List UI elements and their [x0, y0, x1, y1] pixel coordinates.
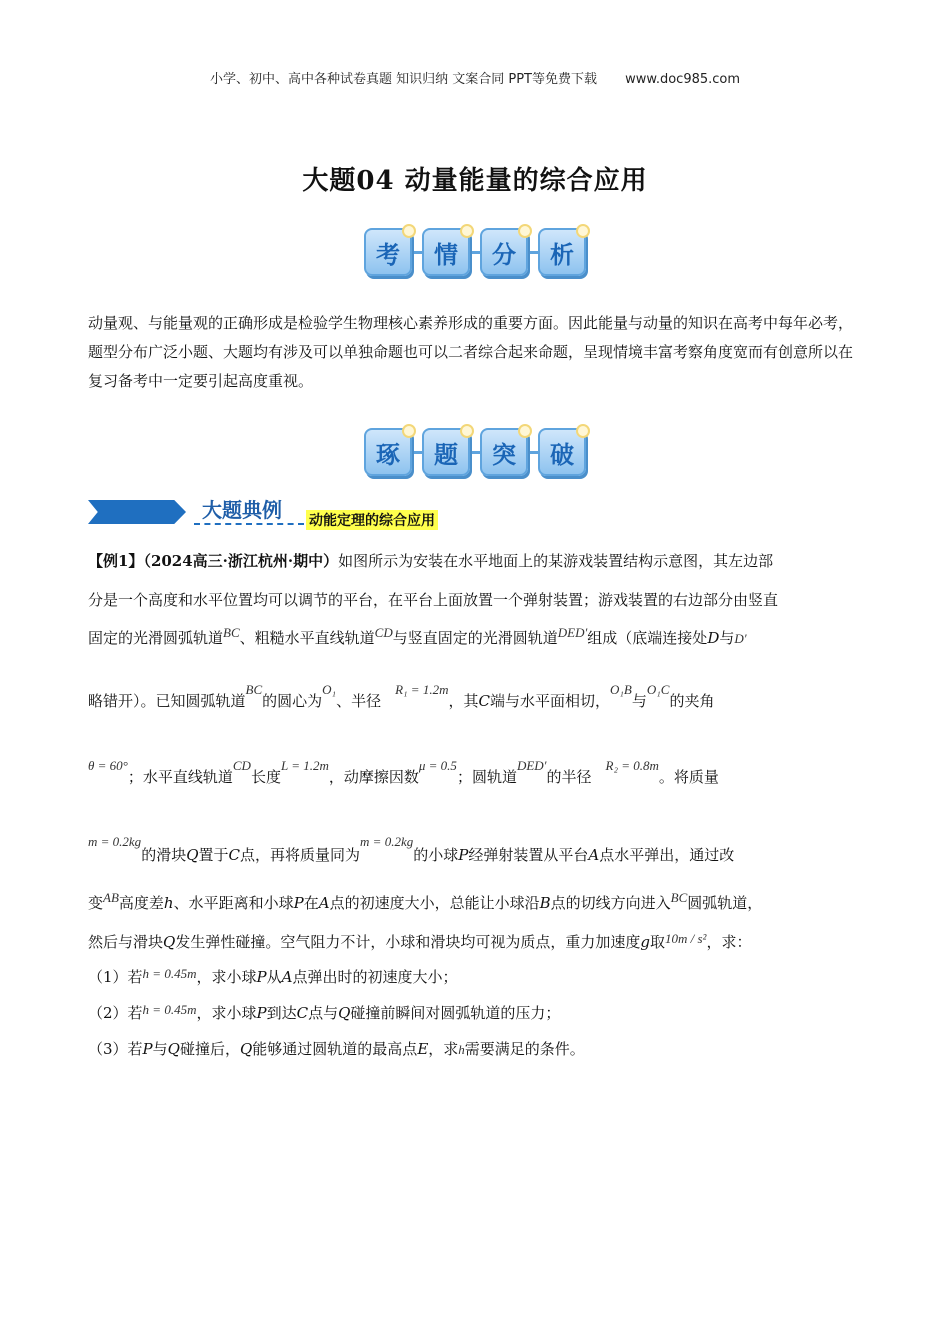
problem-text: 发生弹性碰撞。空气阻力不计，小球和滑块均可视为质点，重力加速度: [175, 933, 641, 951]
page-header: [0, 68, 950, 87]
var-g: g: [640, 933, 650, 951]
problem-text: ，动摩擦因数: [328, 768, 419, 786]
problem-text: 端与水平面相切，: [489, 692, 610, 710]
badge-ti: 题: [422, 428, 470, 476]
problem-text: ，求: [428, 1040, 459, 1058]
problem-text: 点与: [308, 1004, 339, 1022]
var-Q: Q: [167, 1040, 180, 1058]
problem-text: 固定的光滑圆弧轨道: [88, 629, 224, 647]
badge-connector: [528, 451, 538, 454]
badge-row-analysis: [0, 228, 950, 276]
problem-text: （3）若: [88, 1040, 143, 1058]
problem-text: ，求小球: [196, 968, 257, 986]
problem-text: 的夹角: [669, 692, 715, 710]
math-h-value: h = 0.45m: [142, 966, 197, 981]
problem-text: 、水平距离和小球: [173, 894, 294, 912]
problem-text: 分是一个高度和水平位置均可以调节的平台，在平台上面放置一个弹射装置；游戏装置的右边部分由竖直: [88, 591, 779, 609]
question-2: [88, 1002, 560, 1023]
math-Dprime: D′: [734, 631, 747, 646]
badge-connector: [470, 251, 480, 254]
var-A: A: [318, 894, 330, 912]
var-A: A: [588, 846, 600, 864]
problem-text: 置于: [198, 846, 229, 864]
badge-row-breakthrough: [0, 428, 950, 476]
problem-source: （2024高三·浙江杭州·期中）: [143, 552, 339, 570]
problem-text: 经弹射装置从平台: [468, 846, 589, 864]
badge-tu: 突: [480, 428, 528, 476]
problem-text: 与: [719, 629, 735, 647]
problem-text: 组成（底端连接处: [587, 629, 708, 647]
problem-text: 点弹出时的初速度大小；: [292, 968, 458, 986]
math-DED: DED′: [516, 758, 547, 773]
problem-text: 在: [303, 894, 319, 912]
math-BC: BC: [245, 682, 263, 697]
math-AB: AB: [103, 890, 119, 905]
intro-paragraph: 动量观、与能量观的正确形成是检验学生物理核心素养形成的重要方面。因此能量与动量的知识在高考中每年必考，题型分布广泛小题、大题均有涉及可以单独命题也可以二者综合起来命题，呈现情境丰富考察角度宽而有创意所以在复习备考中一定要引起高度重视。: [88, 314, 854, 390]
math-h: h: [458, 1042, 465, 1057]
problem-text: 长度: [250, 768, 281, 786]
problem-line-6: [88, 834, 735, 865]
problem-line-4: [88, 682, 715, 711]
badge-connector: [528, 251, 538, 254]
math-BC: BC: [670, 890, 688, 905]
var-P: P: [256, 1004, 267, 1022]
var-Q: Q: [186, 846, 199, 864]
var-D: D: [707, 629, 720, 647]
badge-xi: 析: [538, 228, 586, 276]
badge-qing: 情: [422, 228, 470, 276]
problem-text: 与: [631, 692, 647, 710]
math-O1: O₁: [322, 682, 337, 697]
problem-text: 的小球: [413, 846, 459, 864]
section-header: [88, 494, 488, 530]
problem-line-5: [88, 758, 719, 787]
problem-text: ，求小球: [196, 1004, 257, 1022]
badge-zhuo: 琢: [364, 428, 412, 476]
problem-text: 如图所示为安装在水平地面上的某游戏装置结构示意图，其左边部: [338, 552, 774, 570]
problem-text: 碰撞前瞬间对圆弧轨道的压力；: [350, 1004, 561, 1022]
header-url[interactable]: www.doc985.com: [625, 72, 741, 87]
problem-text: 、半径: [336, 692, 382, 710]
problem-text: ，求：: [706, 933, 752, 951]
var-P: P: [458, 846, 469, 864]
problem-line-8: [88, 931, 751, 952]
var-Q: Q: [239, 1040, 253, 1058]
problem-text: 然后与滑块: [88, 933, 164, 951]
math-O1B: O₁B: [609, 682, 632, 697]
badge-kao: 考: [364, 228, 412, 276]
var-P: P: [142, 1040, 153, 1058]
problem-text: 。将质量: [658, 768, 719, 786]
problem-text: （2）若: [88, 1004, 143, 1022]
math-L: L = 1.2m: [280, 758, 329, 773]
section-title: 大题典例: [202, 498, 282, 522]
problem-text: 变: [88, 894, 104, 912]
badge-fen: 分: [480, 228, 528, 276]
math-h-value: h = 0.45m: [142, 1002, 197, 1017]
problem-text: 圆弧轨道，: [687, 894, 763, 912]
var-A: A: [281, 968, 293, 986]
math-mu: μ = 0.5: [418, 758, 457, 773]
var-h: h: [163, 894, 174, 912]
problem-text: ；水平直线轨道: [127, 768, 233, 786]
question-1: [88, 966, 457, 987]
var-E: E: [417, 1040, 429, 1058]
problem-text: 略错开）。已知圆弧轨道: [88, 692, 246, 710]
var-Q: Q: [163, 933, 176, 951]
badge-connector: [412, 451, 422, 454]
problem-line-2: [88, 589, 778, 610]
problem-text: 碰撞后，: [179, 1040, 240, 1058]
badge-connector: [470, 451, 480, 454]
problem-text: 、粗糙水平直线轨道: [239, 629, 375, 647]
math-mass: m = 0.2kg: [360, 834, 414, 849]
section-underline: [194, 523, 304, 525]
var-P: P: [256, 968, 267, 986]
problem-text: 高度差: [118, 894, 164, 912]
problem-text: 点水平弹出，通过改: [599, 846, 735, 864]
problem-text: 需要满足的条件。: [464, 1040, 585, 1058]
math-CD: CD: [232, 758, 251, 773]
var-C: C: [296, 1004, 309, 1022]
problem-text: 从: [266, 968, 282, 986]
var-C: C: [228, 846, 241, 864]
page-title: 大题04 动量能量的综合应用: [302, 166, 648, 196]
problem-text: 取: [649, 933, 665, 951]
problem-text: 能够通过圆轨道的最高点: [252, 1040, 418, 1058]
problem-line-3: [88, 627, 747, 648]
problem-text: 与竖直固定的光滑圆轨道: [392, 629, 558, 647]
problem-text: 的圆心为: [262, 692, 323, 710]
var-B: B: [539, 894, 551, 912]
problem-label: 【例1】: [88, 552, 144, 570]
math-R1: R₁ = 1.2m: [395, 682, 449, 697]
math-theta: θ = 60°: [88, 758, 128, 773]
problem-text: 点的初速度大小，总能让小球沿: [329, 894, 540, 912]
math-mass: m = 0.2kg: [88, 834, 142, 849]
problem-text: 与: [152, 1040, 168, 1058]
var-C: C: [478, 692, 490, 710]
problem-line-1: [88, 550, 773, 571]
problem-text: ，其: [448, 692, 479, 710]
var-Q: Q: [338, 1004, 351, 1022]
question-3: [88, 1038, 585, 1059]
badge-po: 破: [538, 428, 586, 476]
problem-text: 的半径: [546, 768, 592, 786]
header-text: 小学、初中、高中各种试卷真题 知识归纳 文案合同 PPT等免费下载: [209, 72, 597, 87]
math-DED: DED′: [557, 625, 588, 640]
problem-text: 点，再将质量同为: [240, 846, 361, 864]
math-CD: CD: [374, 625, 393, 640]
var-P: P: [293, 894, 304, 912]
problem-text: （1）若: [88, 968, 143, 986]
problem-text: 的滑块: [141, 846, 187, 864]
problem-text: ；圆轨道: [456, 768, 517, 786]
math-g-value: 10m / s²: [664, 931, 707, 946]
problem-text: 到达: [266, 1004, 297, 1022]
badge-connector: [412, 251, 422, 254]
math-BC: BC: [223, 625, 240, 640]
chevron-arrows-icon: [88, 500, 186, 524]
problem-line-7: [88, 892, 762, 913]
math-R2: R₂ = 0.8m: [605, 758, 659, 773]
math-O1C: O₁C: [646, 682, 670, 697]
problem-text: 点的切线方向进入: [550, 894, 671, 912]
section-tag: 动能定理的综合应用: [306, 510, 438, 530]
